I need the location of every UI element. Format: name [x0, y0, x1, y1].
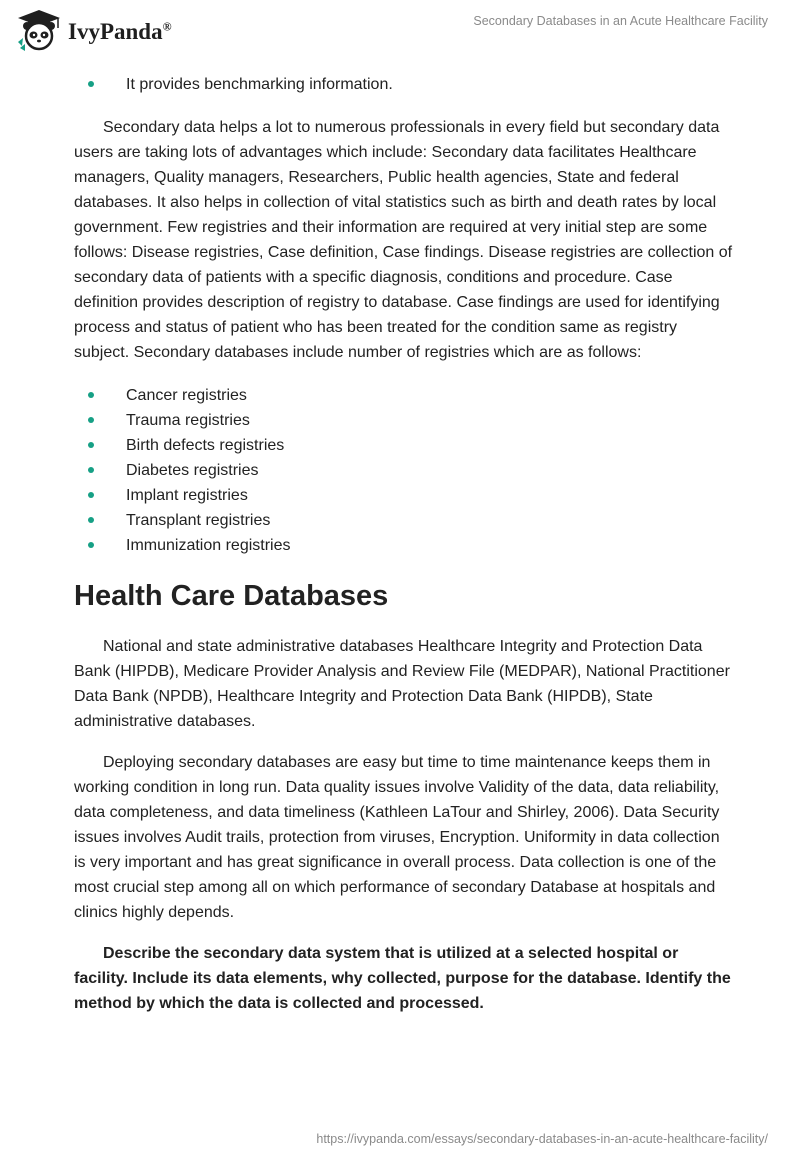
bullet-dot-icon: [88, 442, 94, 448]
brand-logo-link[interactable]: [14, 8, 172, 52]
bullet-dot-icon: [88, 542, 94, 548]
paragraph-databases: National and state administrative databases Healthcare Integrity and Protection Data Bank (HIPDB), Medicare Provider Analysis and Review File (MEDPAR), National Practitioner Data Bank (NPDB), Healthcare Integrity and Protection Data Bank (HIPDB), State administrative databases.: [74, 638, 730, 730]
list-item: Birth defects registries: [74, 433, 734, 458]
document-title: Secondary Databases in an Acute Healthcare Facility: [473, 14, 768, 28]
top-bullet-list: [74, 72, 734, 97]
paragraph-secondary-data: Secondary data helps a lot to numerous professionals in every field but secondary data users are taking lots of advantages which include: Secondary data facilitates Healthcare managers, Quality managers, Researchers, Public health agencies, State and federal databases. It also helps in collection of vital statistics such as birth and death rates by local government. Few registries and their information are required at very initial step are some follows: Disease registries, Case definition, Case findings. Disease registries are collection of secondary data of patients with a specific diagnosis, conditions and procedure. Case definition provides description of registry to database. Case findings are used for identifying process and status of patient who has been treated for the condition same as registry subject. Secondary databases include number of registries which are as follows:: [74, 119, 733, 361]
bullet-dot-icon: [88, 81, 94, 87]
bullet-dot-icon: [88, 392, 94, 398]
list-item: Immunization registries: [74, 533, 734, 558]
paragraph-assignment-prompt: Describe the secondary data system that is utilized at a selected hospital or facility. Include its data elements, why collected, purpose for the database. Identify the method by which the data is collected and processed.: [74, 945, 731, 1012]
essay-content: [74, 72, 734, 1016]
paragraph-deployment: Deploying secondary databases are easy but time to time maintenance keeps them in working condition in long run. Data quality issues involve Validity of the data, data reliability, data completeness, and data timeliness (Kathleen LaTour and Shirley, 2006). Data Security issues involves Audit trails, protection from viruses, Encryption. Uniformity in data collection is very important and has great significance in overall process. Data collection is one of the most crucial step among all on which performance of secondary Database at hospitals and clinics highly depends.: [74, 754, 720, 921]
brand-name: IvyPanda®: [68, 19, 172, 44]
list-item: Diabetes registries: [74, 458, 734, 483]
panda-graduate-logo-icon: [14, 8, 64, 52]
bullet-dot-icon: [88, 467, 94, 473]
bullet-dot-icon: [88, 492, 94, 498]
registries-list: [74, 383, 734, 558]
bullet-dot-icon: [88, 417, 94, 423]
list-item: Implant registries: [74, 483, 734, 508]
list-item: Trauma registries: [74, 408, 734, 433]
list-item: Transplant registries: [74, 508, 734, 533]
bullet-dot-icon: [88, 517, 94, 523]
section-heading: Health Care Databases: [74, 580, 389, 612]
list-item: It provides benchmarking information.: [74, 72, 734, 97]
list-item: Cancer registries: [74, 383, 734, 408]
page-header: [0, 0, 800, 60]
source-url-link[interactable]: https://ivypanda.com/essays/secondary-databases-in-an-acute-healthcare-facility/: [316, 1132, 768, 1146]
